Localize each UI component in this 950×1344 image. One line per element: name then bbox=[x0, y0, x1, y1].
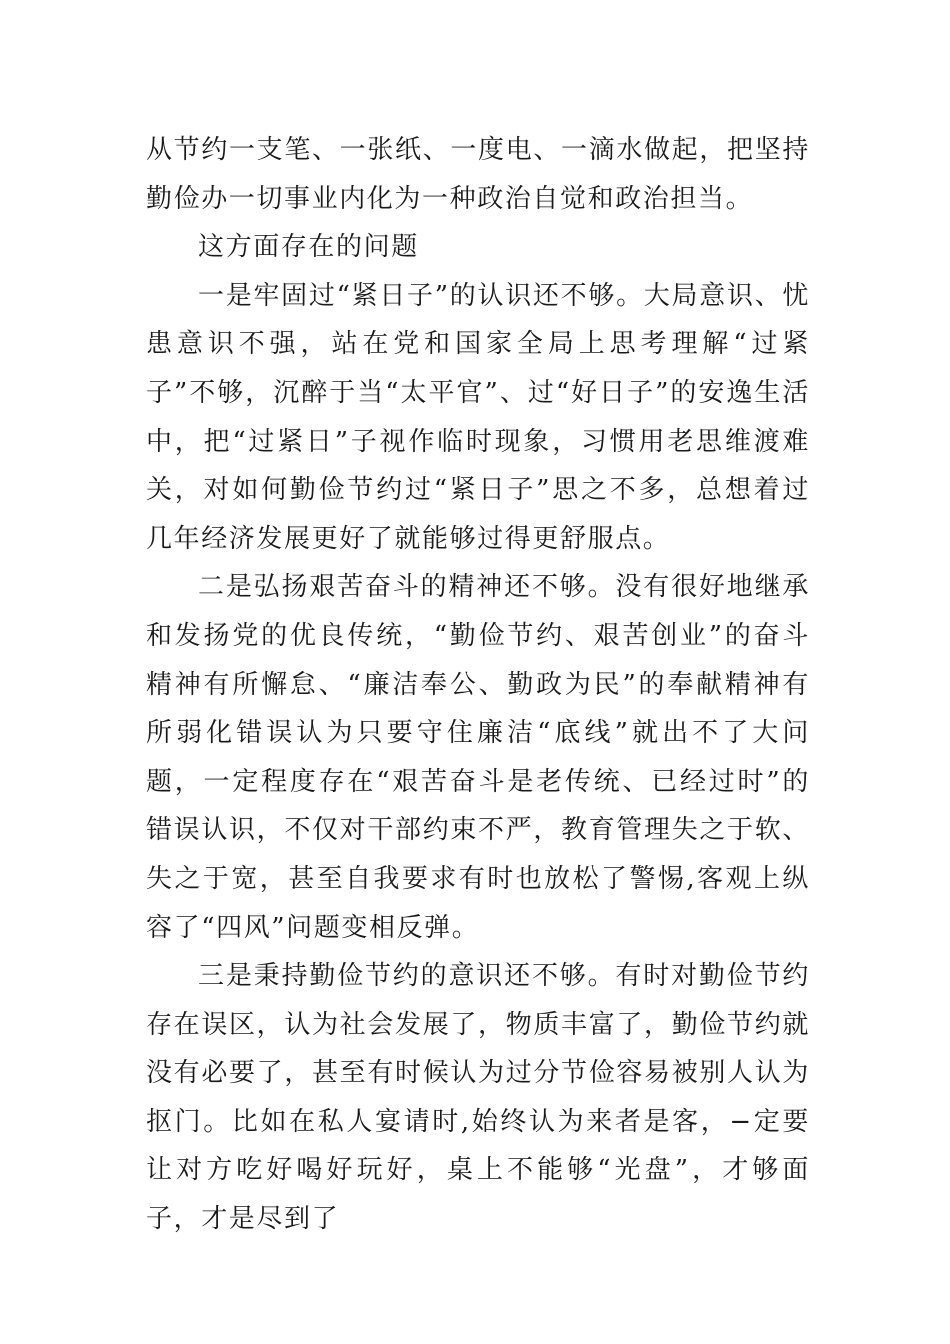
document-body bbox=[146, 126, 810, 1244]
paragraph-continuation: 从节约一支笔、一张纸、一度电、一滴水做起，把坚持勤俭办一切事业内化为一种政治自觉和政治担当。 bbox=[146, 135, 810, 214]
section-heading: 这方面存在的问题 bbox=[198, 232, 419, 263]
paragraph-point-three: 三是秉持勤俭节约的意识还不够。有时对勤俭节约存在误区，认为社会发展了，物质丰富了，勤俭节约就没有必要了，甚至有时候认为过分节俭容易被别人认为抠门。比如在私人宴请时,始终认为来者是客，−定要让对方吃好喝好玩好，桌上不能够“光盘”，才够面子，才是尽到了 bbox=[146, 961, 810, 1235]
paragraph-point-one: 一是牢固过“紧日子”的认识还不够。大局意识、忧患意识不强，站在党和国家全局上思考理解“过紧子”不够，沉醉于当“太平官”、过“好日子”的安逸生活中，把“过紧日”子视作临时现象，习惯用老思维渡难关，对如何勤俭节约过“紧日子”思之不多，总想着过几年经济发展更好了就能够过得更舒服点。 bbox=[146, 280, 810, 554]
paragraph-point-two: 二是弘扬艰苦奋斗的精神还不够。没有很好地继承和发扬党的优良传统，“勤俭节约、艰苦创业”的奋斗精神有所懈怠、“廉洁奉公、勤政为民”的奉献精神有所弱化错误认为只要守住廉洁“底线”就出不了大问题，一定程度存在“艰苦奋斗是老传统、已经过时”的错误认识，不仅对干部约束不严，教育管理失之于软、失之于宽，甚至自我要求有时也放松了警惕,客观上纵容了“四风”问题变相反弹。 bbox=[146, 572, 811, 943]
